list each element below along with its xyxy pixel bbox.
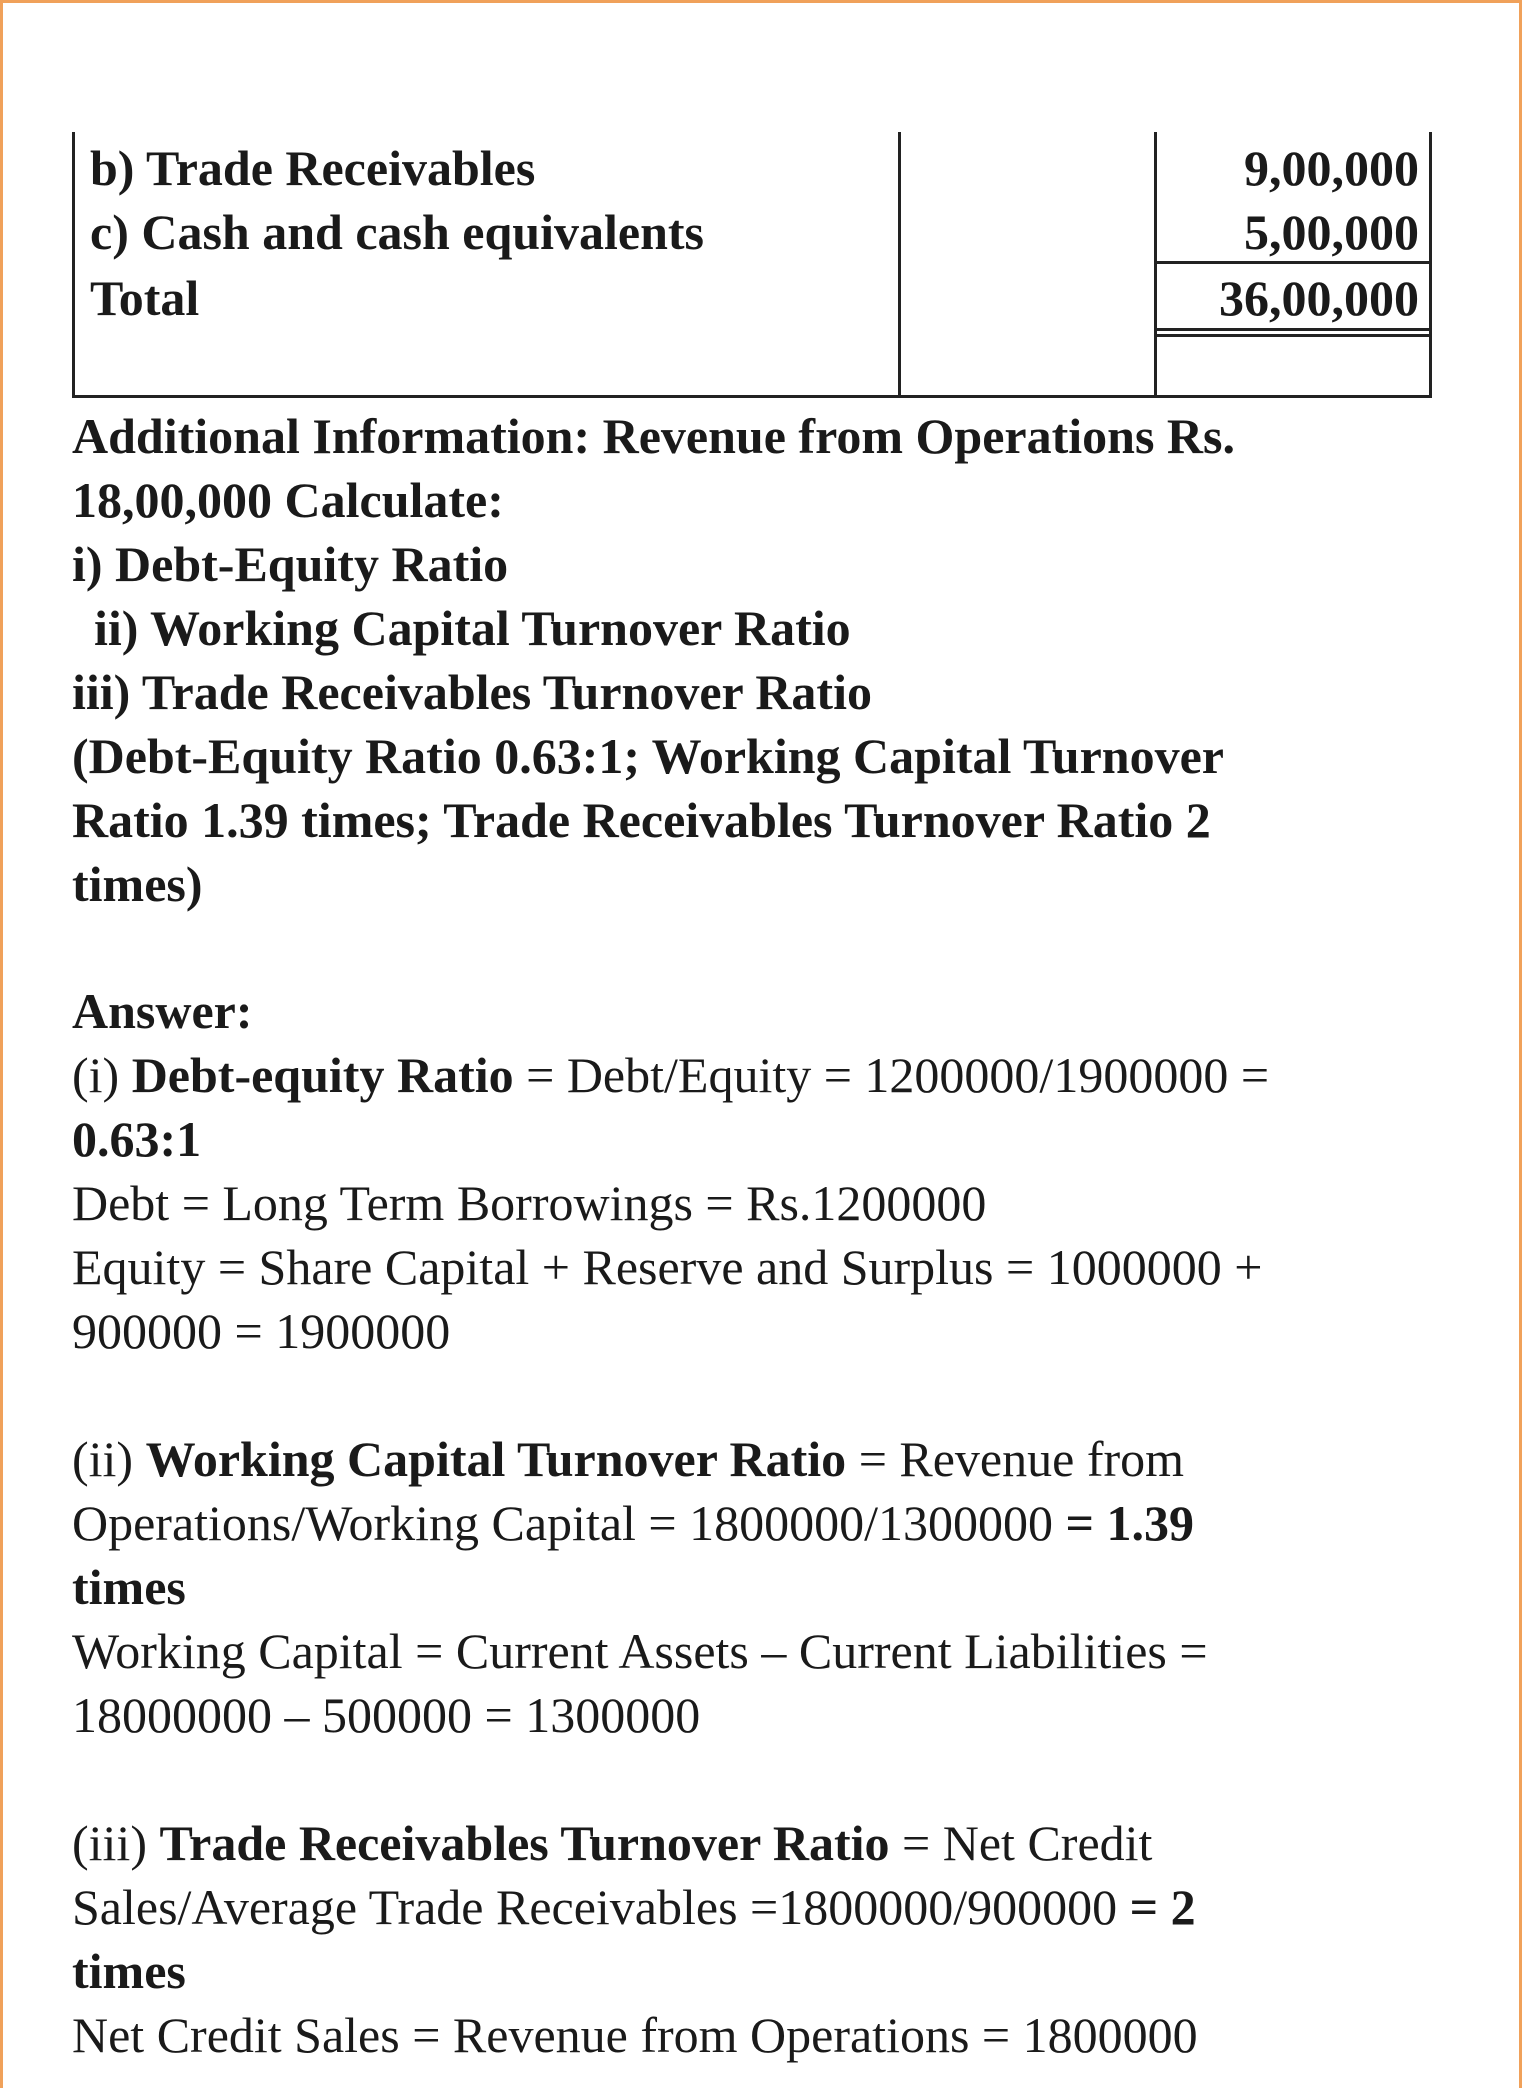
ratio-result: times [72, 1943, 186, 1999]
subtotal-rule [1157, 261, 1432, 264]
part-number: (i) [72, 1047, 132, 1103]
row-amount: 36,00,000 [1219, 270, 1419, 326]
formula-text: = Revenue from [846, 1431, 1185, 1487]
ratio-name: Debt-equity Ratio [131, 1047, 514, 1103]
table-row [75, 200, 1429, 264]
answer-line: 18000000 – 500000 = 1300000 [72, 1687, 701, 1743]
answer-line: Debt = Long Term Borrowings = Rs.1200000 [72, 1175, 987, 1231]
formula-text: = Net Credit [889, 1815, 1153, 1871]
table-row [75, 136, 1429, 200]
row-amount: 9,00,000 [1244, 140, 1419, 196]
question-line: Ratio 1.39 times; Trade Receivables Turnover Ratio 2 [72, 792, 1211, 848]
total-double-rule [1157, 334, 1432, 337]
ratio-result: = 2 [1129, 1879, 1196, 1935]
answer-line [72, 1875, 1196, 1939]
answer-heading: Answer: [72, 983, 253, 1039]
answer-line: Equity = Share Capital + Reserve and Surplus = 1000000 + [72, 1239, 1263, 1295]
balance-sheet-table [72, 132, 1432, 398]
answer-line [72, 1491, 1194, 1555]
question-line: Additional Information: Revenue from Operations Rs. [72, 408, 1235, 464]
formula-text: Operations/Working Capital = 1800000/1300000 [72, 1495, 1066, 1551]
question-line: times) [72, 856, 203, 912]
question-line: i) Debt-Equity Ratio [72, 536, 509, 592]
row-label: c) Cash and cash equivalents [90, 204, 704, 260]
answer-line: Net Credit Sales = Revenue from Operations = 1800000 [72, 2007, 1198, 2063]
part-number: (ii) [72, 1431, 146, 1487]
row-label: b) Trade Receivables [90, 140, 536, 196]
answer-part3-line [72, 1811, 1152, 1875]
total-double-rule [1157, 328, 1432, 331]
ratio-result: = 1.39 [1065, 1495, 1195, 1551]
part-number: (iii) [72, 1815, 160, 1871]
row-amount: 5,00,000 [1244, 204, 1419, 260]
ratio-name: Working Capital Turnover Ratio [145, 1431, 847, 1487]
question-line: iii) Trade Receivables Turnover Ratio [72, 664, 872, 720]
answer-line: 900000 = 1900000 [72, 1303, 451, 1359]
table-row-total [75, 266, 1429, 330]
answer-part2-line [72, 1427, 1184, 1491]
question-line: ii) Working Capital Turnover Ratio [94, 600, 851, 656]
formula-text: Sales/Average Trade Receivables =1800000/900000 [72, 1879, 1130, 1935]
row-label: Total [90, 270, 200, 326]
ratio-name: Trade Receivables Turnover Ratio [159, 1815, 890, 1871]
answer-line: Working Capital = Current Assets – Current Liabilities = [72, 1623, 1208, 1679]
formula-text: = Debt/Equity = 1200000/1900000 = [513, 1047, 1270, 1103]
ratio-result: times [72, 1559, 186, 1615]
question-line: 18,00,000 Calculate: [72, 472, 504, 528]
answer-part1-line [72, 1043, 1269, 1107]
question-line: (Debt-Equity Ratio 0.63:1; Working Capital Turnover [72, 728, 1224, 784]
ratio-result: 0.63:1 [72, 1111, 202, 1167]
